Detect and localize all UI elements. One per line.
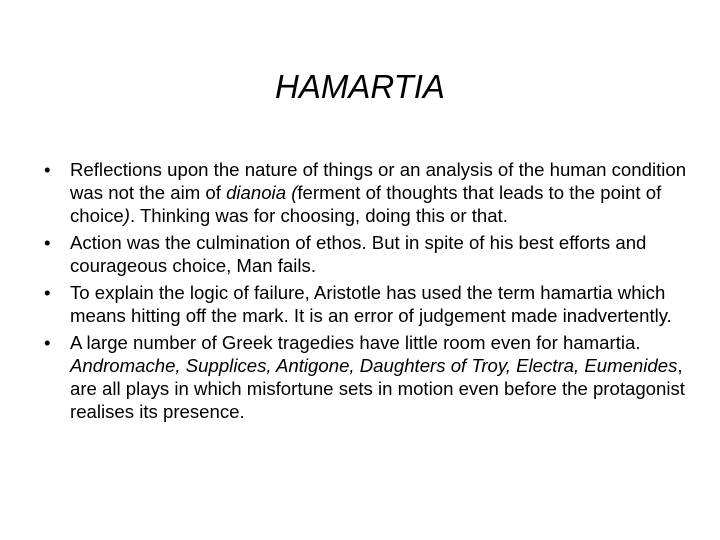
bullet-dot-icon: • xyxy=(44,332,51,353)
bullet-dot-icon: • xyxy=(44,282,51,303)
bullet-text xyxy=(70,332,685,422)
text-segment-italic: ) xyxy=(123,205,130,226)
bullet-item xyxy=(44,231,694,277)
text-segment-italic: dianoia ( xyxy=(226,182,298,203)
text-segment: . Thinking was for choosing, doing this or that. xyxy=(129,205,508,226)
text-segment: ferment of thoughts that leads to the point of choice xyxy=(70,182,662,226)
bullet-item xyxy=(44,158,694,227)
text-segment: Action was the culmination of ethos. But in spite of his best efforts and courageous choice, Man fails. xyxy=(70,232,647,276)
text-segment: To explain the logic of failure, Aristotle has used the term hamartia which means hitting off the mark. It is an error of judgement made inadvertently. xyxy=(70,282,672,326)
bullet-dot-icon: • xyxy=(44,232,51,253)
bullet-text xyxy=(70,282,672,326)
bullet-list xyxy=(44,158,694,427)
bullet-dot-icon: • xyxy=(44,159,51,180)
slide-title: HAMARTIA xyxy=(275,68,445,105)
text-segment: A large number of Greek tragedies have little room even for hamartia. xyxy=(70,332,641,353)
bullet-text xyxy=(70,232,646,276)
bullet-item xyxy=(44,281,694,327)
text-segment: Reflections upon the nature of things or an analysis of the human condition was not the aim of xyxy=(70,159,687,203)
text-segment: , are all plays in which misfortune sets in motion even before the protagonist realises its presence. xyxy=(70,355,685,422)
bullet-text xyxy=(70,159,686,226)
text-segment-italic: Andromache, Supplices, Antigone, Daughters of Troy, Electra, Eumenides xyxy=(70,355,678,376)
bullet-item xyxy=(44,331,694,423)
